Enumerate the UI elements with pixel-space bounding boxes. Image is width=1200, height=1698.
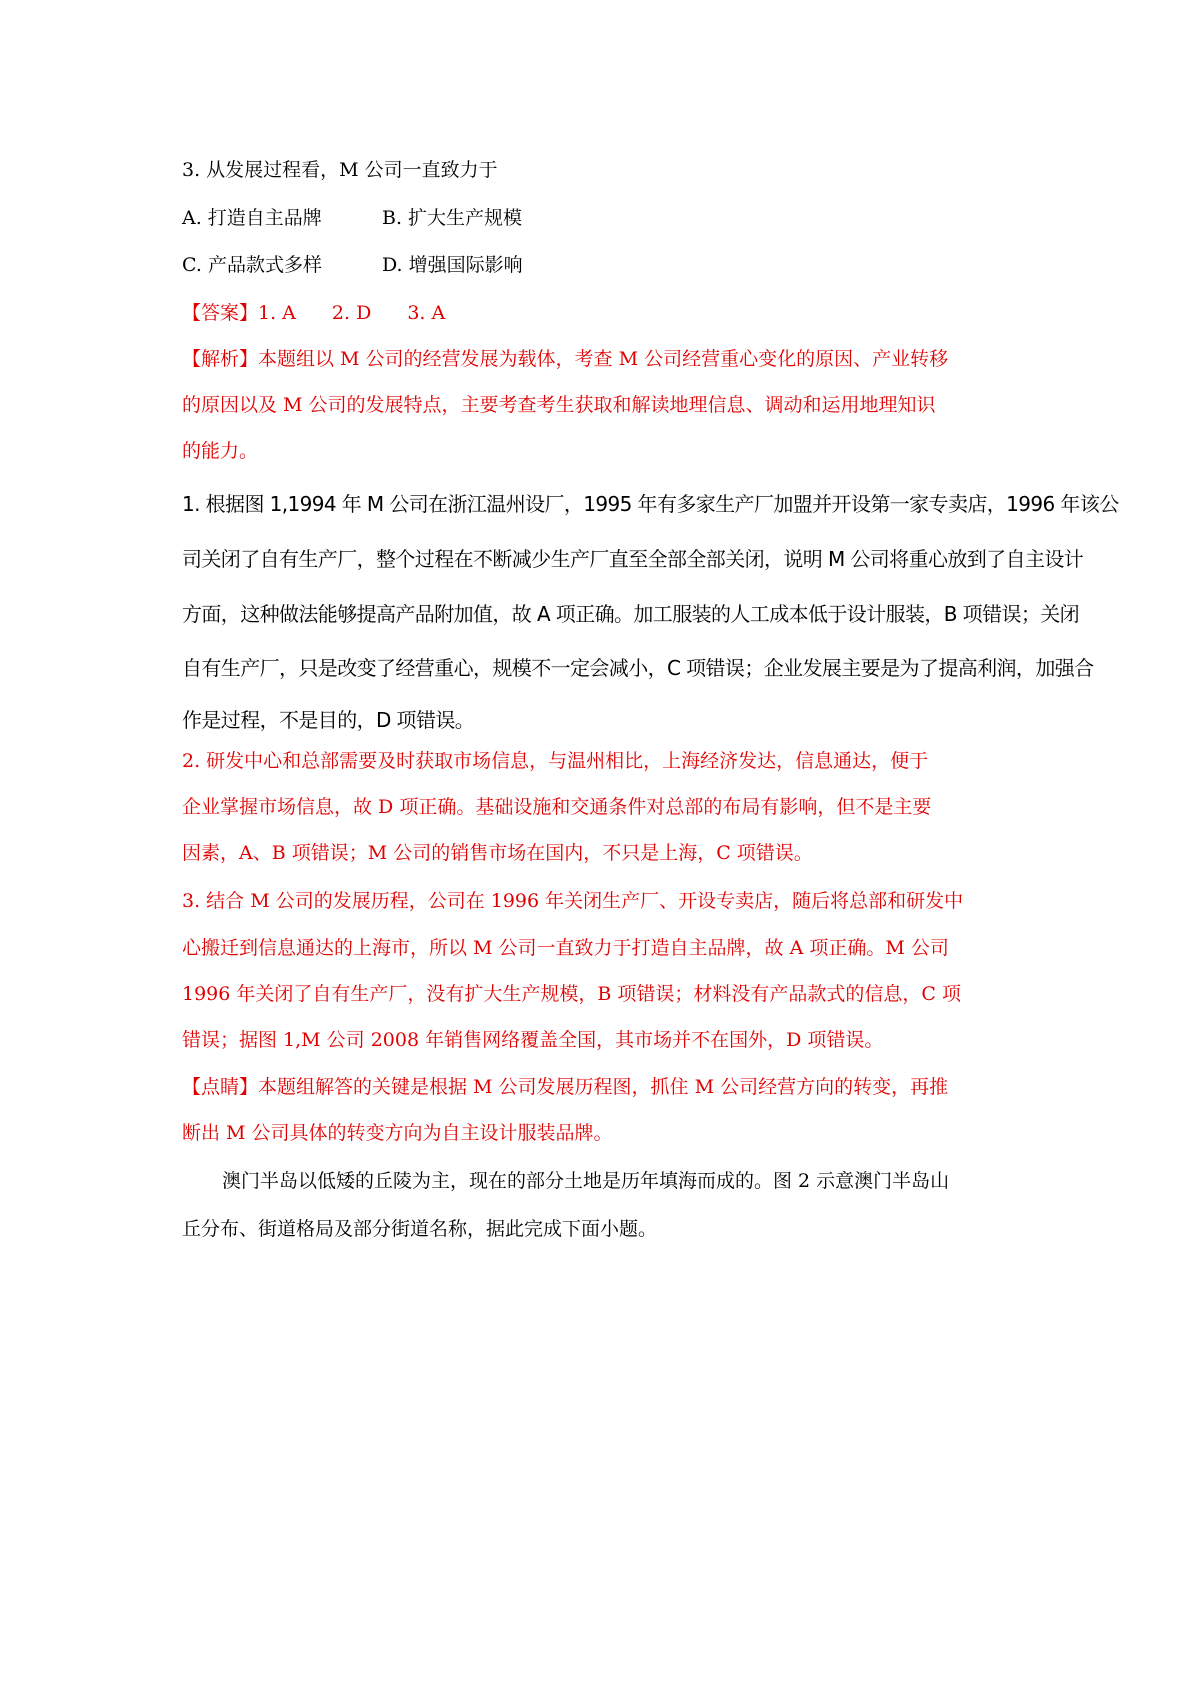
answer-item-2: 2. D xyxy=(331,302,372,324)
explain-3-line-2: 心搬迁到信息通达的上海市，所以 M 公司一直致力于打造自主品牌，故 A 项正确。M 公司 xyxy=(182,937,949,959)
explain-1-line-2: 司关闭了自有生产厂，整个过程在不断减少生产厂直至全部全部关闭，说明 M 公司将重心放到了自主设计 xyxy=(182,547,1084,571)
option-b: B. 扩大生产规模 xyxy=(382,207,523,229)
analysis-line-3: 的能力。 xyxy=(182,440,259,462)
explain-2-line-1: 2. 研发中心和总部需要及时获取市场信息，与温州相比，上海经济发达，信息通达，便于 xyxy=(182,750,929,772)
answer-label: 【答案】 xyxy=(182,302,259,324)
explain-1-line-3: 方面，这种做法能够提高产品附加值，故 A 项正确。加工服装的人工成本低于设计服装，B 项错误；关闭 xyxy=(182,602,1080,626)
question-3-options-row-1 xyxy=(182,205,522,231)
explain-3-line-1: 3. 结合 M 公司的发展历程，公司在 1996 年关闭生产厂、开设专卖店，随后将总部和研发中 xyxy=(182,890,964,912)
option-c: C. 产品款式多样 xyxy=(182,254,322,276)
analysis-line-1: 【解析】本题组以 M 公司的经营发展为载体，考查 M 公司经营重心变化的原因、产业转移 xyxy=(182,348,949,370)
explain-1-line-5: 作是过程，不是目的，D 项错误。 xyxy=(182,708,475,732)
answer-line xyxy=(182,300,481,326)
keypoint-line-1: 【点睛】本题组解答的关键是根据 M 公司发展历程图，抓住 M 公司经营方向的转变，再推 xyxy=(182,1076,949,1098)
analysis-line-2: 的原因以及 M 公司的发展特点，主要考查考生获取和解读地理信息、调动和运用地理知识 xyxy=(182,394,936,416)
intro-line-1: 澳门半岛以低矮的丘陵为主，现在的部分土地是历年填海而成的。图 2 示意澳门半岛山 xyxy=(222,1170,950,1192)
explain-2-line-2: 企业掌握市场信息，故 D 项正确。基础设施和交通条件对总部的布局有影响，但不是主要 xyxy=(182,796,932,818)
explain-2-line-3: 因素，A、B 项错误；M 公司的销售市场在国内，不只是上海，C 项错误。 xyxy=(182,842,813,864)
intro-line-2: 丘分布、街道格局及部分街道名称，据此完成下面小题。 xyxy=(182,1218,658,1240)
explain-3-line-3: 1996 年关闭了自有生产厂，没有扩大生产规模，B 项错误；材料没有产品款式的信息，C 项 xyxy=(182,983,961,1005)
explain-1-line-4: 自有生产厂，只是改变了经营重心，规模不一定会减小，C 项错误；企业发展主要是为了提高利润，加强合 xyxy=(182,656,1094,680)
keypoint-line-2: 断出 M 公司具体的转变方向为自主设计服装品牌。 xyxy=(182,1122,613,1144)
explain-1-line-1: 1. 根据图 1,1994 年 M 公司在浙江温州设厂，1995 年有多家生产厂加盟并开设第一家专卖店，1996 年该公 xyxy=(182,492,1119,516)
option-a: A. 打造自主品牌 xyxy=(182,207,322,229)
option-d: D. 增强国际影响 xyxy=(382,254,523,276)
answer-item-3: 3. A xyxy=(407,302,446,324)
question-3-options-row-2 xyxy=(182,252,523,278)
answer-item-1: 1. A xyxy=(258,302,296,324)
explain-3-line-4: 错误；据图 1,M 公司 2008 年销售网络覆盖全国，其市场并不在国外，D 项错误。 xyxy=(182,1029,884,1051)
question-3-stem: 3. 从发展过程看，M 公司一直致力于 xyxy=(182,159,498,181)
